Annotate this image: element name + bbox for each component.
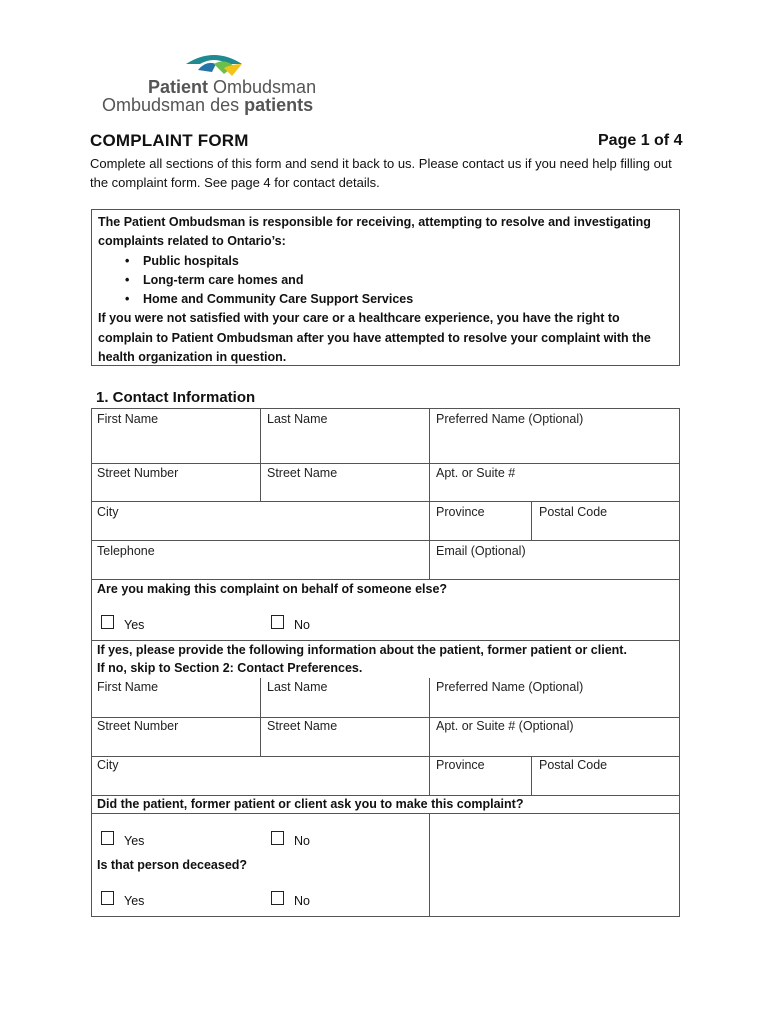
patient-first-name-label: First Name [97, 680, 159, 694]
logo-word-ombudsman-en: Ombudsman [102, 95, 206, 115]
patient-city-label: City [97, 758, 119, 772]
logo-word-des: des [210, 95, 240, 115]
email-label: Email (Optional) [436, 544, 526, 558]
behalf-no-label: No [294, 618, 310, 632]
patient-preferred-name-label: Preferred Name (Optional) [436, 680, 584, 694]
province-label: Province [436, 505, 485, 519]
asked-yes-label: Yes [124, 834, 145, 848]
deceased-yes-label: Yes [124, 894, 145, 908]
behalf-yes-checkbox[interactable] [101, 615, 114, 629]
info-closing: If you were not satisfied with your care or a healthcare experience, you have the right to complain to Patient Ombudsman after you have attempted to resolve your complaint with the health organization in question. [98, 311, 651, 365]
patient-postal-code-label: Postal Code [539, 758, 608, 772]
last-name-label: Last Name [267, 412, 328, 426]
telephone-label: Telephone [97, 544, 155, 558]
deceased-no-checkbox[interactable] [271, 891, 284, 905]
street-number-label: Street Number [97, 466, 179, 480]
patient-apt-suite-label: Apt. or Suite # (Optional) [436, 719, 574, 733]
deceased-no-label: No [294, 894, 310, 908]
patient-street-name-label: Street Name [267, 719, 338, 733]
asked-no-checkbox[interactable] [271, 831, 284, 845]
logo-word-patient: Patient [148, 77, 209, 97]
list-item: • Long-term care homes and [98, 271, 673, 290]
ombudsman-arc-icon [184, 50, 244, 78]
asked-question: Did the patient, former patient or client ask you to make this complaint? [97, 797, 524, 811]
logo-word-ombudsman-fr: Ombudsman [213, 77, 317, 97]
preferred-name-label: Preferred Name (Optional) [436, 412, 584, 426]
patient-last-name-label: Last Name [267, 680, 328, 694]
intro-text: Complete all sections of this form and send it back to us. Please contact us if you need help filling out the complaint form. See page 4 for contact details. [90, 156, 672, 190]
first-name-label: First Name [97, 412, 159, 426]
info-lead: The Patient Ombudsman is responsible for receiving, attempting to resolve and investigating complaints related to Ontario’s: [98, 215, 651, 249]
street-name-label: Street Name [267, 466, 338, 480]
postal-code-label: Postal Code [539, 505, 608, 519]
city-label: City [97, 505, 119, 519]
patient-ombudsman-logo [100, 50, 340, 120]
form-title: COMPLAINT FORM [90, 131, 249, 150]
section-title: 1. Contact Information [96, 389, 256, 406]
patient-province-label: Province [436, 758, 485, 772]
apt-suite-label: Apt. or Suite # [436, 466, 516, 480]
deceased-question: Is that person deceased? [97, 858, 248, 872]
behalf-yes-label: Yes [124, 618, 145, 632]
info-list [98, 252, 673, 310]
logo-english-bottom [102, 95, 313, 116]
if-no-instruction: If no, skip to Section 2: Contact Preferences. [97, 661, 363, 675]
logo-word-patients: patients [244, 95, 314, 115]
contact-form-grid [91, 408, 680, 917]
list-item: • Public hospitals [98, 252, 673, 271]
list-item: • Home and Community Care Support Services [98, 290, 673, 309]
page-number: Page 1 of 4 [598, 132, 683, 149]
info-box [91, 209, 680, 366]
if-yes-instruction: If yes, please provide the following information about the patient, former patient or client. [97, 643, 627, 657]
behalf-question: Are you making this complaint on behalf of someone else? [97, 582, 448, 596]
patient-street-number-label: Street Number [97, 719, 179, 733]
asked-no-label: No [294, 834, 310, 848]
asked-yes-checkbox[interactable] [101, 831, 114, 845]
deceased-yes-checkbox[interactable] [101, 891, 114, 905]
behalf-no-checkbox[interactable] [271, 615, 284, 629]
